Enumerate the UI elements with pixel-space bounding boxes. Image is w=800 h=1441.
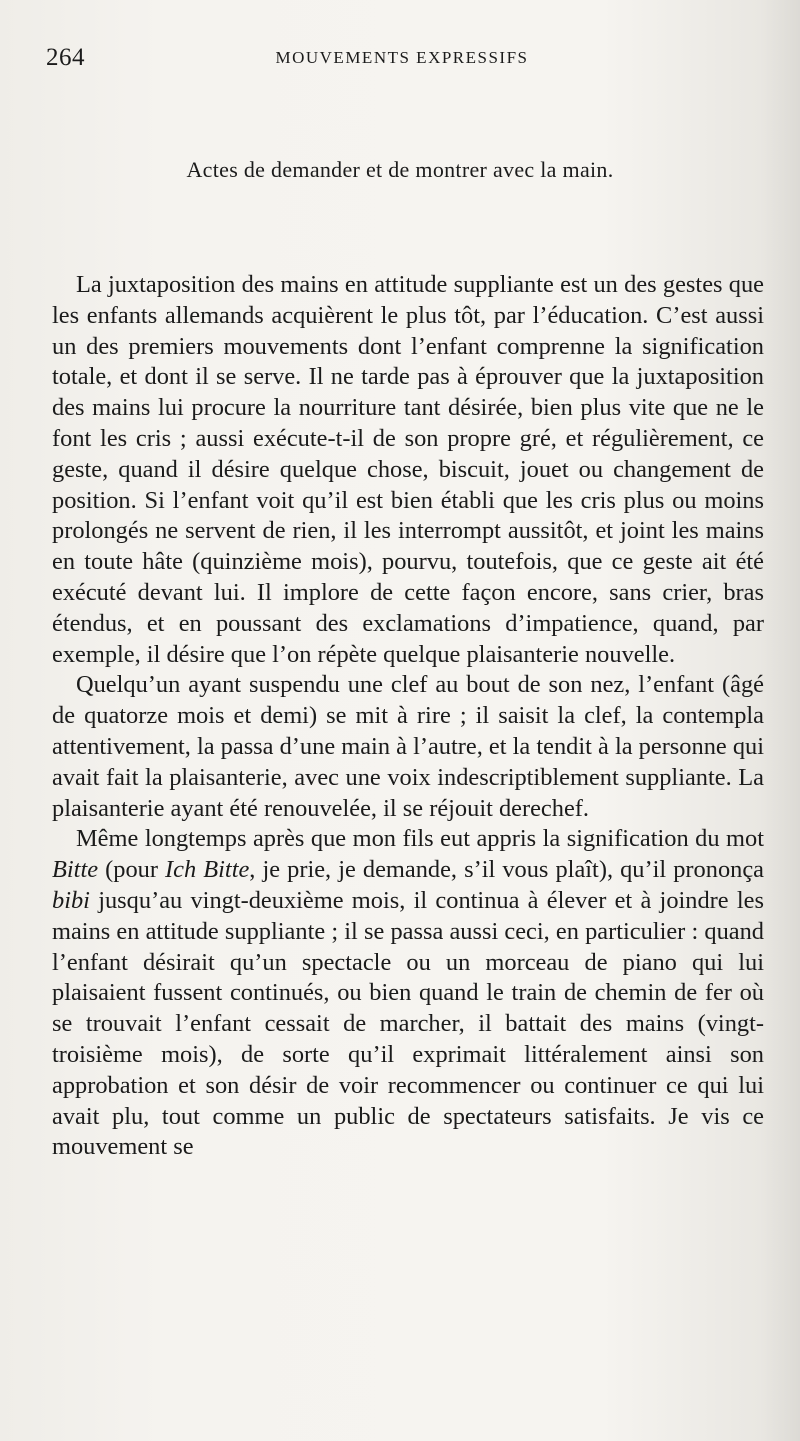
paragraph-3-text-4: jusqu’au vingt-deuxième mois, il continua à élever et à joindre les mains en attitude suppliante ; il se passa aussi ceci, en particulier : quand l’enfant désirait qu’un spectacle ou un morceau de piano qui lui plaisaient fussent continués, ou bien quand le train de chemin de fer où se trouvait l’enfant cessait de marcher, il battait des mains (vingt-troisième mois), de sorte qu’il exprimait littéralement ainsi son approbation et son désir de voir recommencer ou continuer ce qui lui avait plu, tout comme un public de spectateurs satisfaits. Je vis ce mouvement se xyxy=(52,886,764,1161)
paragraph-3-italic-ich-bitte: Ich Bitte xyxy=(165,856,250,884)
paragraph-3-text-1: Même longtemps après que mon fils eut appris la signification du mot xyxy=(76,825,764,853)
paragraph-2: Quelqu’un ayant suspendu une clef au bout de son nez, l’enfant (âgé de quatorze mois et demi) se mit à rire ; il saisit la clef, la contempla attentivement, la passa d’une main à l’autre, et la tendit à la personne qui avait fait la plaisanterie, avec une voix indescriptiblement suppliante. La plaisanterie ayant été renouvelée, il se réjouit derechef. xyxy=(52,671,764,822)
page-number: 264 xyxy=(46,44,85,71)
paragraph-3-text-3: , je prie, je demande, s’il vous plaît), qu’il prononça xyxy=(249,856,764,884)
running-head: MOUVEMENTS EXPRESSIFS xyxy=(275,48,529,67)
paragraph-3-italic-bibi: bibi xyxy=(52,886,90,914)
page-header xyxy=(46,44,758,76)
paragraph-3-text-2: (pour xyxy=(98,856,166,884)
paragraph-3-italic-bitte: Bitte xyxy=(52,856,99,884)
body-text xyxy=(52,270,764,1163)
paragraph-1: La juxtaposition des mains en attitude suppliante est un des gestes que les enfants allemands acquièrent le plus tôt, par l’éducation. C’est aussi un des premiers mouvements dont l’enfant comprenne la signification totale, et dont il se serve. Il ne tarde pas à éprouver que la juxtaposition des mains lui procure la nourriture tant désirée, bien plus vite que ne le font les cris ; aussi exécute-t-il de son propre gré, et régulièrement, ce geste, quand il désire quelque chose, biscuit, jouet ou changement de position. Si l’enfant voit qu’il est bien établi que les cris plus ou moins prolongés ne servent de rien, il les interrompt aussitôt, et joint les mains en toute hâte (quinzième mois), pourvu, toutefois, que ce geste ait été exécuté devant lui. Il implore de cette façon encore, sans crier, bras étendus, et en poussant des exclamations d’impatience, quand, par exemple, il désire que l’on répète quelque plaisanterie nouvelle. xyxy=(52,271,764,668)
paragraph-3 xyxy=(52,824,764,1163)
section-title: Actes de demander et de montrer avec la main. xyxy=(186,157,614,182)
